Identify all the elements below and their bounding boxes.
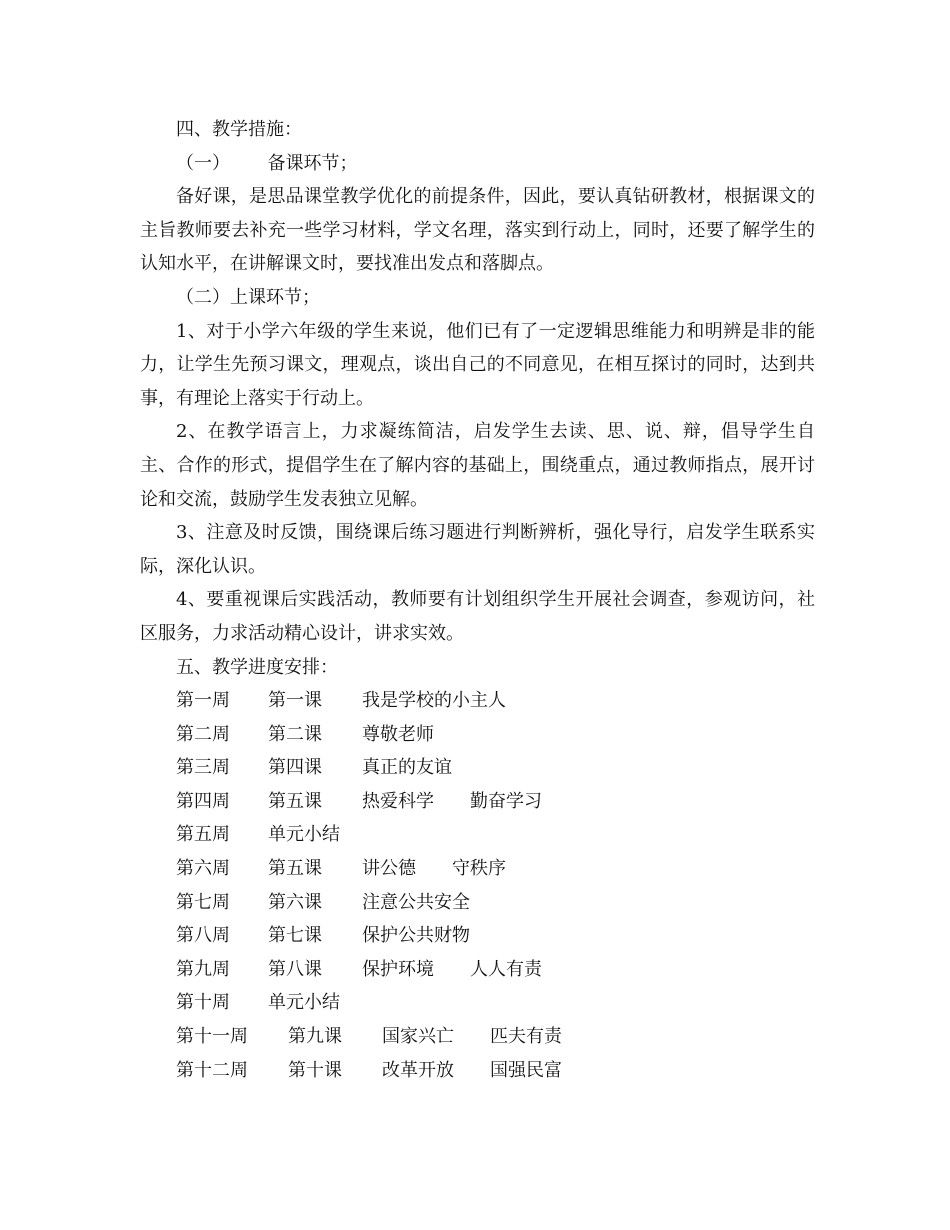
schedule-row: [140, 919, 815, 953]
schedule-lesson: 第二课: [268, 723, 322, 745]
schedule-list: [140, 684, 815, 1087]
document-page: [140, 113, 815, 1087]
schedule-lesson: 第五课: [268, 858, 322, 880]
schedule-lesson: 第六课: [268, 891, 322, 913]
schedule-title: 我是学校的小主人: [362, 690, 506, 712]
schedule-title: 改革开放: [382, 1059, 454, 1081]
schedule-row: [140, 785, 815, 819]
schedule-week: 第四周: [176, 790, 230, 812]
schedule-title-secondary: 守秩序: [452, 858, 506, 880]
schedule-week: 第七周: [176, 891, 230, 913]
schedule-title: 真正的友谊: [362, 757, 452, 779]
schedule-lesson: 第八课: [268, 958, 322, 980]
schedule-week: 第五周: [176, 824, 230, 846]
schedule-week: 第十一周: [176, 1026, 248, 1048]
section-5-heading: 五、教学进度安排：: [176, 656, 338, 678]
schedule-lesson: 第四课: [268, 757, 322, 779]
schedule-row: [140, 684, 815, 718]
schedule-title-secondary: 匹夫有责: [490, 1026, 562, 1048]
schedule-row: [140, 751, 815, 785]
schedule-row: [140, 953, 815, 987]
schedule-week: 第十二周: [176, 1059, 248, 1081]
schedule-week: 第八周: [176, 925, 230, 947]
schedule-row: [140, 886, 815, 920]
schedule-title: 讲公德: [362, 858, 416, 880]
schedule-lesson: 单元小结: [268, 824, 340, 846]
subsection-1-heading: [140, 147, 815, 181]
schedule-title-secondary: 人人有责: [470, 958, 542, 980]
schedule-title: 保护环境: [362, 958, 434, 980]
schedule-lesson: 第九课: [288, 1026, 342, 1048]
schedule-week: 第六周: [176, 858, 230, 880]
schedule-title-secondary: 国强民富: [490, 1059, 562, 1081]
schedule-title: 国家兴亡: [382, 1026, 454, 1048]
schedule-week: 第十周: [176, 992, 230, 1014]
subsection-1-title: 备课环节；: [267, 152, 358, 174]
schedule-title: 保护公共财物: [362, 925, 470, 947]
schedule-row: [140, 1054, 815, 1088]
schedule-week: 第九周: [176, 958, 230, 980]
schedule-row: [140, 818, 815, 852]
schedule-lesson: 单元小结: [268, 992, 340, 1014]
measure-item-1: 1、对于小学六年级的学生来说，他们已有了一定逻辑思维能力和明辨是非的能力，让学生先预习课文，理观点，谈出自己的不同意见，在相互探讨的同时，达到共事，有理论上落实于行动上。: [140, 320, 815, 409]
schedule-week: 第三周: [176, 757, 230, 779]
measure-item-4: 4、要重视课后实践活动，教师要有计划组织学生开展社会调查，参观访问，社区服务，力求活动精心设计，讲求实效。: [140, 589, 815, 644]
schedule-row: [140, 718, 815, 752]
measure-item-3: 3、注意及时反馈，围绕课后练习题进行判断辨析，强化导行，启发学生联系实际，深化认识。: [140, 522, 815, 577]
section-4-heading: 四、教学措施：: [176, 119, 302, 140]
schedule-title: 尊敬老师: [362, 723, 434, 745]
schedule-row: [140, 986, 815, 1020]
subsection-1-label: （一）: [176, 152, 230, 174]
prep-paragraph: 备好课，是思品课堂教学优化的前提条件，因此，要认真钻研教材，根据课文的主旨教师要去补充一些学习材料，学文名理，落实到行动上，同时，还要了解学生的认知水平，在讲解课文时，要找准出发点和落脚点。: [140, 186, 815, 275]
schedule-week: 第一周: [176, 690, 230, 712]
schedule-week: 第二周: [176, 723, 230, 745]
schedule-lesson: 第七课: [268, 925, 322, 947]
schedule-title: 注意公共安全: [362, 891, 470, 913]
schedule-lesson: 第五课: [268, 790, 322, 812]
schedule-title-secondary: 勤奋学习: [470, 790, 542, 812]
schedule-lesson: 第十课: [288, 1059, 342, 1081]
measure-item-2: 2、在教学语言上，力求凝练简洁，启发学生去读、思、说、辩，倡导学生自主、合作的形式，提倡学生在了解内容的基础上，围绕重点，通过教师指点，展开讨论和交流，鼓励学生发表独立见解。: [140, 421, 815, 510]
schedule-lesson: 第一课: [268, 690, 322, 712]
schedule-row: [140, 852, 815, 886]
subsection-2-heading: （二）上课环节；: [176, 286, 320, 308]
schedule-title: 热爱科学: [362, 790, 434, 812]
schedule-row: [140, 1020, 815, 1054]
